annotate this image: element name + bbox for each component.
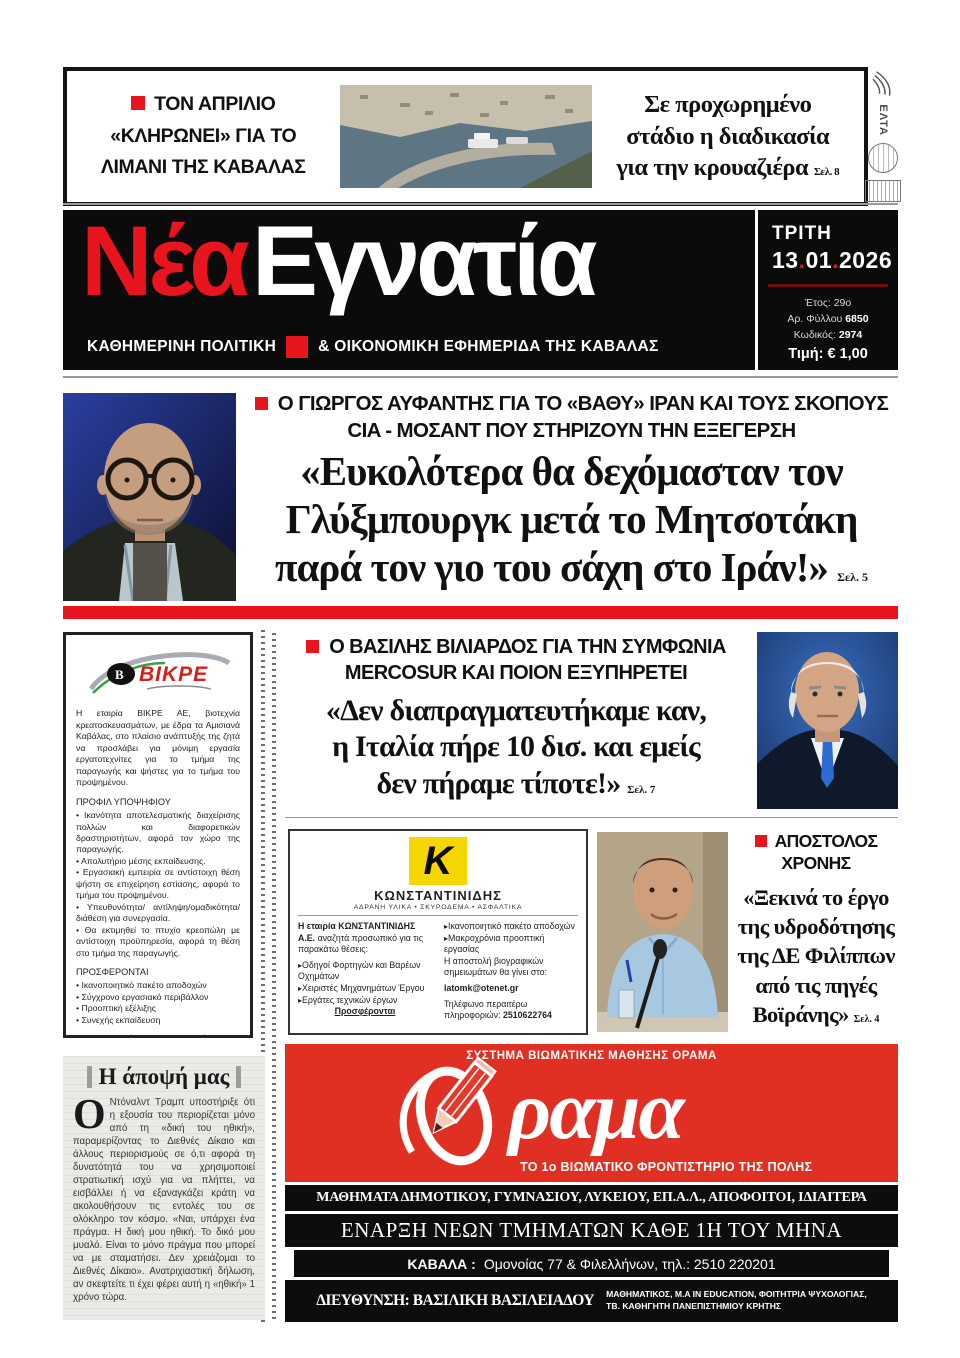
orama-address-row [294,1250,889,1277]
banner-headline-line: «ΚΛΗΡΩΝΕΙ» ΓΙΑ ΤΟ [110,124,297,147]
banner-headline [67,71,340,202]
red-square-bullet-icon [306,640,319,653]
divider [285,817,898,818]
bikre-offers-heading: ΠΡΟΣΦΕΡΟΝΤΑΙ [76,967,149,978]
page-ref: Σελ. 4 [853,1013,880,1025]
masthead [63,205,898,370]
konstantinidis-subtitle: ΑΔΡΑΝΗ ΥΛΙΚΑ • ΣΚΥΡΟΔΕΜΑ • ΑΣΦΑΛΤΙΚΑ [298,904,578,916]
address-value: Ομονοίας 77 & Φιλελλήνων, τηλ.: 2510 220201 [483,1255,776,1272]
list-item: • Συνεχής εκπαίδευση [76,1015,240,1026]
viliardos-portrait-photo [757,632,898,809]
konstantinidis-body [298,921,578,1024]
bikre-profile-heading: ΠΡΟΦΙΛ ΥΠΟΨΗΦΙΟΥ [76,796,171,807]
konstantinidis-job-ad [288,829,588,1035]
drop-cap: Ο [73,1092,106,1138]
list-item: • Απολυτήριο μέσης εκπαίδευσης. [76,856,240,867]
page-ref: Σελ. 8 [813,166,840,179]
list-item: • Ικανοποιητικό πακέτο αποδοχών [76,980,240,991]
bikre-intro: Η εταιρία ΒΙΚΡΕ ΑΕ, βιοτεχνία κρεατοσκευασμάτων, με έδρα τα Αμισιανά Καβάλας, στο πλαίσιο ανάπτυξής της ζητά να προσλάβει για μόνιμη εργασία εργατοτεχνίτες για το τμήμα της παραγωγής και ψήστες για το τμήμα του προψημένου. [76,708,240,788]
tagline-left: ΚΑΘΗΜΕΡΙΝΗ ΠΟΛΙΤΙΚΗ [87,338,277,355]
list-item: • Σύγχρονο εργασιακό περιβάλλον [76,992,240,1003]
opinion-body: Ο Ντόναλντ Τραμπ υποστήριξε ότι η εξουσία του περιορίζεται μόνο από τη «δική του ηθική», παραμερίζοντας το Διεθνές Δίκαιο και άλλους περιορισμούς σε ό,τι αφορά τη δυνατότητά του να χρησιμοποιεί στρατιωτική ισχύ για να πλήττει, να εισβάλλει ή να εξαναγκάζει κράτη να ακολουθήσουν τις εντολές του σε ολόκληρο τον κόσμο. «Ναι, υπάρχει ένα πράγμα. Η δική μου ηθική. Το δικό μου μυαλό. Είναι το μόνο πράγμα που μπορεί να με σταματήσει. Δεν χρειάζομαι το Διεθνές Δίκαιο». Ανατριχιαστική δήλωση, αν σκεφτείτε τι έχει φέρει αυτή η «ηθική» 1 χρόνο τώρα. [73,1092,255,1303]
orama-director-row [285,1280,898,1322]
konst-email-intro: Η αποστολή βιογραφικών σημειωμάτων θα γίνει στο: [444,955,547,978]
svg-text:ΒΙΚΡΕ: ΒΙΚΡΕ [139,663,209,686]
elta-postal-stamp [860,70,906,202]
postage-label-icon [865,180,901,202]
chronis-headline: «Ξεκινά το έργο της υδροδότησης της ΔΕ Φιλίππων από τις πηγές Βοϊράνης» Σελ. 4 [737,884,895,1027]
list-item: ▸ Μακροχρόνια προοπτική εργασίας [444,933,578,956]
svg-text:Β: Β [115,667,124,682]
issue-day: ΤΡΙΤΗ [772,223,832,244]
red-square-bullet-icon [755,835,767,847]
banner-right-teaser [592,71,865,202]
bikre-offers-list [76,980,240,1026]
masthead-issue-info [755,210,898,370]
kavala-port-aerial-photo [340,71,592,202]
list-item: • Προοπτική εξέλιξης [76,1003,240,1014]
mercosur-headline: «Δεν διαπραγματευτήκαμε καν, η Ιταλία πήρε 10 δισ. και εμείς δεν πήραμε τίποτε!» Σελ. 7 [325,693,707,800]
banner-headline-line: ΤΟΝ ΑΠΡΙΛΙΟ [154,93,276,116]
konst-email: latomk@otenet.gr [444,983,519,994]
top-banner-story [63,67,868,206]
orama-wordmark: ραμα [508,1064,683,1157]
teaser-line: στάδιο η διαδικασία [626,122,830,150]
orama-logo-panel [285,1044,898,1182]
lead-story [245,390,898,592]
konst-intro: Η εταιρία ΚΩΝΣΤΑΝΤΙΝΙΔΗΣ Α.Ε. αναζητά προσωπικό για τις παρακάτω θέσεις: [298,921,423,955]
title-nea: Νέα [81,205,247,316]
bikre-profile-list [76,810,240,959]
list-item: • Υπευθυνότητα/ αντίληψη/ομαδικότητα/ διάθεση για συνεργασία. [76,902,240,925]
elta-bird-icon [870,70,896,97]
orama-pencil-icon [390,1052,522,1170]
red-square-bullet-icon [131,96,145,110]
banner-headline-line: ΛΙΜΑΝΙ ΤΗΣ ΚΑΒΑΛΑΣ [100,156,306,179]
elta-label: ΕΛΤΑ [877,104,889,136]
director-label: ΔΙΕΥΘΥΝΣΗ: ΒΑΣΙΛΙΚΗ ΒΑΣΙΛΕΙΑΔΟΥ [316,1292,595,1309]
list-item: ▸ Οδηγοί Φορτηγών και Βαρέων Οχημάτων [298,960,432,983]
orama-classes-row: ΜΑΘΗΜΑΤΑ ΔΗΜΟΤΙΚΟΥ, ΓΥΜΝΑΣΙΟΥ, ΛΥΚΕΙΟΥ, ΕΠ.Α.Λ., ΑΠΟΦΟΙΤΟΙ, ΙΔΙΑΙΤΕΡΑ [285,1185,898,1211]
konstantinidis-name: ΚΩΝΣΤΑΝΤΙΝΙΔΗΣ [374,888,502,903]
teaser-line: Σε προχωρημένο [644,91,812,119]
orama-school-ad [285,1044,898,1322]
masthead-tagline [87,336,659,358]
postmark-circle-icon [868,143,898,173]
opinion-column [63,1056,265,1320]
title-egnatia: Εγνατία [252,205,594,316]
list-item: • Ικανότητα αποτελεσματικής διαχείρισης πολλών και διαφορετικών δραστηριοτήτων, αφορά τον χώρο της παραγωγής. [76,810,240,856]
address-city-label: ΚΑΒΑΛΑ : [407,1255,476,1272]
red-section-bar [63,606,898,619]
lead-portrait-photo [63,393,236,601]
issue-year: Έτος: 29ο [804,297,852,309]
mercosur-story [283,634,749,803]
orama-subtitle: ΤΟ 1ο ΒΙΩΜΑΤΙΚΟ ΦΡΟΝΤΙΣΤΗΡΙΟ ΤΗΣ ΠΟΛΗΣ [520,1160,813,1174]
mercosur-kicker: Ο ΒΑΣΙΛΗΣ ΒΙΛΙΑΡΔΟΣ ΓΙΑ ΤΗΝ ΣΥΜΦΩΝΙΑ MERCOSUR ΚΑΙ ΠΟΙΟΝ ΕΞΥΠΗΡΕΤΕΙ [283,634,749,687]
divider [768,284,888,287]
page-ref: Σελ. 5 [837,570,868,585]
konst-phone: Τηλέφωνο περαιτέρω πληροφοριών: 2510622764 [444,998,552,1021]
bikre-outro [76,1033,240,1038]
orama-top-label: ΣΥΣΤΗΜΑ ΒΙΩΜΑΤΙΚΗΣ ΜΑΘΗΣΗΣ ΟΡΑΜΑ [466,1050,717,1062]
issue-code: Κωδικός: 2974 [793,328,863,341]
red-square-bullet-icon [255,397,268,410]
page-ref: Σελ. 7 [627,783,656,796]
orama-logo [390,1052,683,1170]
list-item: ▸ Εργάτες τεχνικών έργων [298,995,432,1007]
lead-kicker: Ο ΓΙΩΡΓΟΣ ΑΥΦΑΝΤΗΣ ΓΙΑ ΤΟ «ΒΑΘΥ» ΙΡΑΝ ΚΑΙ ΤΟΥΣ ΣΚΟΠΟΥΣ CIA - ΜΟΣΑΝΤ ΠΟΥ ΣΤΗΡΙΖΟΥΝ ΤΗΝ ΕΞΕΓΕΡΣΗ [245,390,898,444]
director-credentials: ΜΑΘΗΜΑΤΙΚΟΣ, M.A IN EDUCATION, ΦΟΙΤΗΤΡΙΑ ΨΥΧΟΛΟΓΙΑΣ, ΤΒ. ΚΑΘΗΓΗΤΗ ΠΑΝΕΠΙΣΤΗΜΙΟΥ ΚΡΗΤΗΣ [606,1289,867,1311]
issue-price: Τιμή: € 1,00 [788,346,868,363]
divider [63,376,898,378]
title-bar-decoration [236,1066,241,1088]
list-item: ▸ Ικανοποιητικό πακέτο αποδοχών [444,921,578,933]
list-item: • Εργασιακή εμπειρία σε αντίστοιχη θέση ψήστη σε επιχείρηση εστίασης, αφορά το τμήμα του προψημένου. [76,867,240,901]
chronis-story [731,831,901,1029]
tagline-right: & ΟΙΚΟΝΟΜΙΚΗ ΕΦΗΜΕΡΙΔΑ ΤΗΣ ΚΑΒΑΛΑΣ [318,338,659,355]
teaser-line: για την κρουαζιέρα [616,154,809,182]
chronis-kicker: ΑΠΟΣΤΟΛΟΣ ΧΡΟΝΗΣ [731,831,901,875]
red-square-icon [286,336,308,358]
title-bar-decoration [87,1066,92,1088]
chronis-photo [597,832,728,1032]
konst-offers-heading: Προσφέρονται [334,1006,396,1017]
newspaper-title [81,204,594,318]
issue-number: Αρ. Φύλλου 6850 [787,312,869,325]
orama-start-row: ΕΝΑΡΞΗ ΝΕΩΝ ΤΜΗΜΑΤΩΝ ΚΑΘΕ 1Η ΤΟΥ ΜΗΝΑ [285,1214,898,1247]
bikre-logo [76,645,240,700]
bikre-job-ad [63,632,253,1038]
issue-date: 13.01.2026 [772,247,893,273]
lead-headline: «Ευκολότερα θα δεχόμασταν τον Γλύξμπουργκ μετά το Μητσοτάκη παρά τον γιο του σάχη στο Ιράν!» Σελ. 5 [275,448,868,591]
konstantinidis-logo: K [409,837,467,885]
list-item: ▸ Χειριστές Μηχανημάτων Έργου [298,983,432,995]
list-item: • Θα εκτιμηθεί το πτυχίο κρεοπώλη με αντίστοιχη προϋπηρεσία, αφορά τη θέση στο τμήμα της παραγωγής. [76,925,240,959]
opinion-title: Η άποψή μας [73,1064,255,1090]
